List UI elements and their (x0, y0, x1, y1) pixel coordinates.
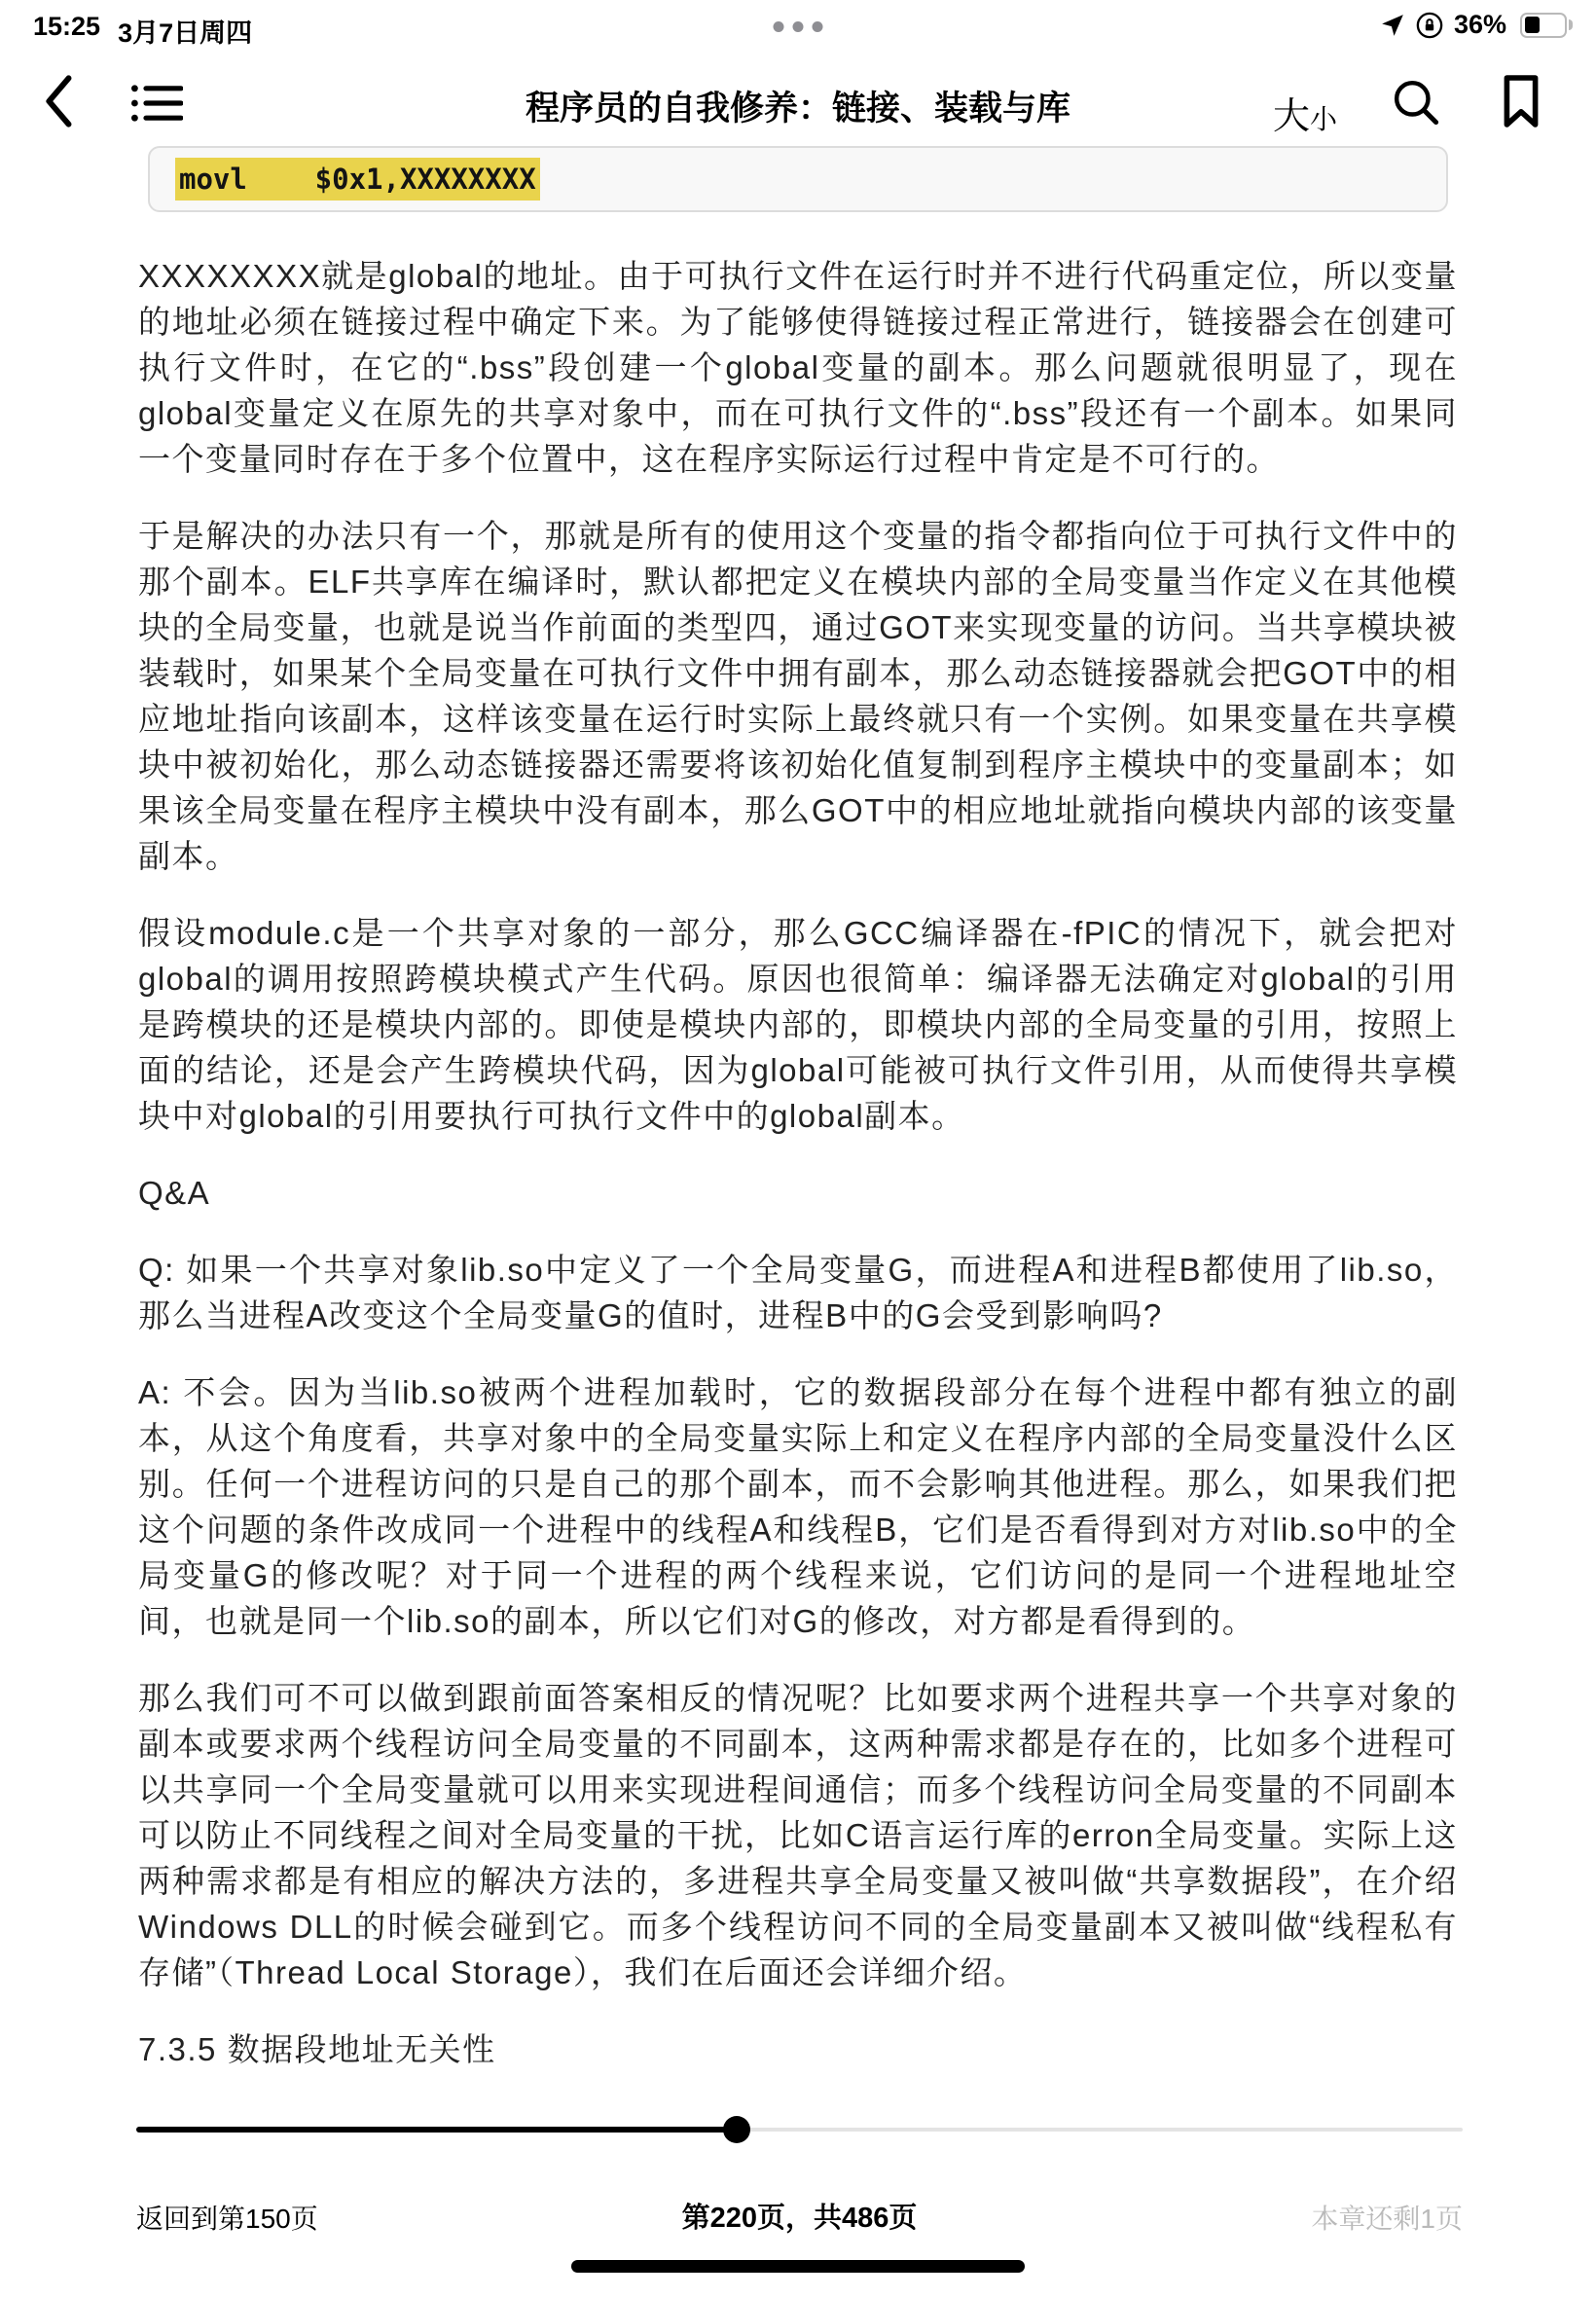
section-heading: 7.3.5 数据段地址无关性 (138, 2031, 496, 2067)
qa-heading: Q&A (138, 1175, 211, 1211)
status-date: 3月7日周四 (118, 18, 253, 48)
answer-paragraph: A: 不会。因为当lib.so被两个进程加载时，它的数据段部分在每个进程中都有独立的副本，从这个角度看，共享对象中的全局变量实际上和定义在程序内部的全局变量没什么区别。任何一个进程访问的只是自己的那个副本，而不会影响其他进程。那么，如果我们把这个问题的条件改成同一个进程中的线程A和线程B，它们是否看得到对方对lib.so中的全局变量G的修改呢？对于同一个进程的两个线程来说，它们访问的是同一个进程地址空间，也就是同一个lib.so的副本，所以它们对G的修改，对方都是看得到的。 (138, 1374, 1458, 1639)
search-button[interactable] (1392, 78, 1440, 127)
page-indicator: 第220页，共486页 (681, 2203, 918, 2234)
table-of-contents-button[interactable] (130, 82, 183, 125)
paragraph: 于是解决的办法只有一个，那就是所有的使用这个变量的指令都指向位于可执行文件中的那个副本。ELF共享库在编译时，默认都把定义在模块内部的全局变量当作定义在其他模块的全局变量，也就是说当作前面的类型四，通过GOT来实现变量的访问。当共享模块被装载时，如果某个全局变量在可执行文件中拥有副本，那么动态链接器就会把GOT中的相应地址指向该副本，这样该变量在运行时实际上最终就只有一个实例。如果变量在共享模块中被初始化，那么动态链接器还需要将该初始化值复制到程序主模块中的变量副本；如果该全局变量在程序主模块中没有副本，那么GOT中的相应地址就指向模块内部的该变量副本。 (138, 518, 1458, 874)
paragraph: XXXXXXXX就是global的地址。由于可执行文件在运行时并不进行代码重定位，所以变量的地址必须在链接过程中确定下来。为了能够使得链接过程正常进行，链接器会在创建可执行文件时，在它的“.bss”段创建一个global变量的副本。那么问题就很明显了，现在global变量定义在原先的共享对象中，而在可执行文件的“.bss”段还有一个副本。如果同一个变量同时存在于多个位置中，这在程序实际运行过程中肯定是不可行的。 (138, 258, 1458, 477)
question-paragraph: Q: 如果一个共享对象lib.so中定义了一个全局变量G，而进程A和进程B都使用了lib.so，那么当进程A改变这个全局变量G的值时，进程B中的G会受到影响吗? (138, 1252, 1458, 1333)
search-icon (1392, 78, 1440, 127)
status-left (33, 12, 252, 50)
multitask-dots-icon[interactable] (774, 21, 823, 32)
location-arrow-icon (1380, 13, 1405, 38)
font-size-button[interactable] (1273, 86, 1337, 139)
font-size-small-label: 小 (1309, 104, 1337, 134)
status-right (1380, 10, 1567, 40)
paragraph: 那么我们可不可以做到跟前面答案相反的情况呢？比如要求两个进程共享一个共享对象的副本或要求两个线程访问全局变量的不同副本，这两种需求都是存在的，比如多个进程可以共享同一个全局变量就可以用来实现进程间通信；而多个线程访问全局变量的不同副本可以防止不同线程之间对全局变量的干扰，比如C语言运行库的erron全局变量。实际上这两种需求都是有相应的解决方法的，多进程共享全局变量又被叫做“共享数据段”，在介绍Windows DLL的时候会碰到它。而多个线程访问不同的全局变量副本又被叫做“线程私有存储”（Thread Local Storage），我们在后面还会详细介绍。 (138, 1680, 1458, 1990)
book-title: 程序员的自我修养：链接、装载与库 (525, 90, 1070, 128)
bottom-bar (136, 2192, 1463, 2235)
chapter-remaining-label: 本章还剩1页 (1311, 2204, 1463, 2234)
return-to-page-link[interactable]: 返回到第150页 (136, 2204, 318, 2234)
chevron-left-icon (41, 74, 76, 128)
font-size-big-label: 大 (1272, 96, 1310, 137)
status-time: 15:25 (33, 12, 101, 41)
list-icon (130, 82, 183, 125)
battery-icon (1520, 13, 1567, 38)
status-bar (0, 0, 1596, 55)
page-content (138, 146, 1458, 2103)
code-block (148, 146, 1448, 212)
progress-knob[interactable] (723, 2116, 750, 2143)
bookmark-button[interactable] (1501, 74, 1542, 128)
orientation-lock-icon (1416, 12, 1443, 39)
progress-fill (136, 2127, 737, 2133)
paragraph: 假设module.c是一个共享对象的一部分，那么GCC编译器在-fPIC的情况下，就会把对global的调用按照跨模块模式产生代码。原因也很简单：编译器无法确定对global的引用是跨模块的还是模块内部的。即使是模块内部的，即模块内部的全局变量的引用，按照上面的结论，还是会产生跨模块代码，因为global可能被可执行文件引用，从而使得共享模块中对global的引用要执行可执行文件中的global副本。 (138, 915, 1458, 1134)
reader-toolbar (0, 56, 1596, 148)
reading-progress-slider[interactable] (136, 2118, 1463, 2141)
bookmark-icon (1501, 74, 1542, 128)
highlighted-code: movl $0x1,XXXXXXXX (175, 158, 540, 201)
back-button[interactable] (41, 74, 76, 128)
battery-fill (1525, 17, 1541, 33)
home-indicator[interactable] (571, 2260, 1025, 2273)
battery-percent: 36% (1453, 10, 1506, 39)
